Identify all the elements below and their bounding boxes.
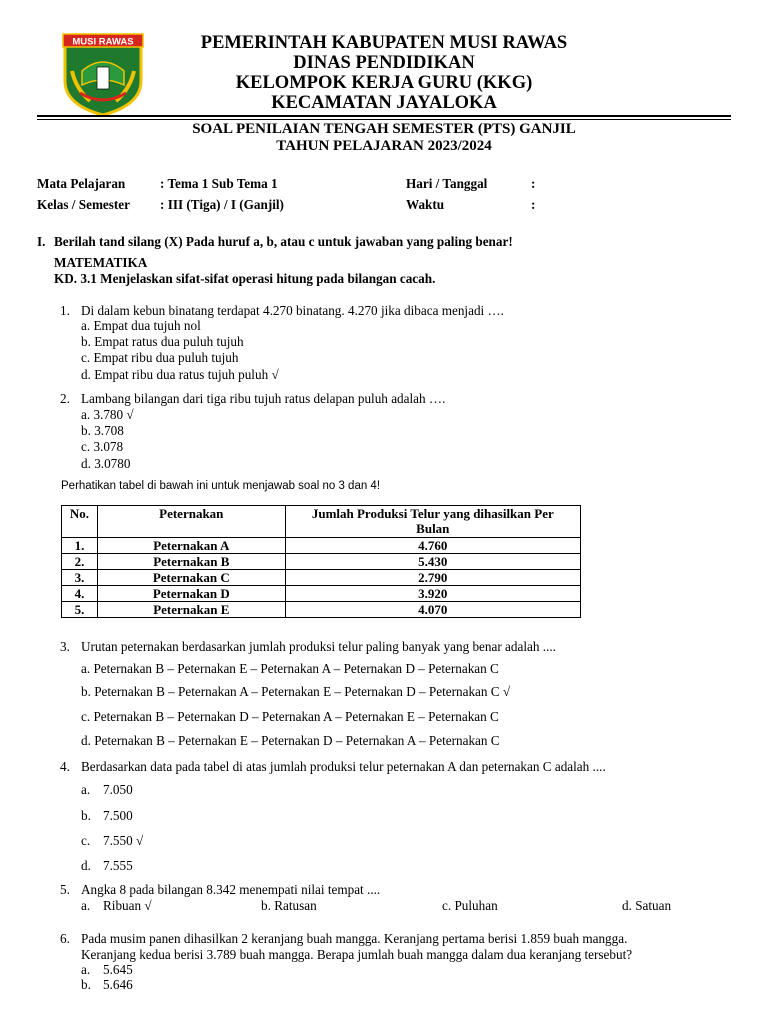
q3-number: 3.	[60, 639, 70, 654]
q6-text-line1: Pada musim panen dihasilkan 2 keranjang buah mangga. Keranjang pertama berisi 1.859 buah mangga.	[81, 931, 628, 946]
table-header-farm: Peternakan	[97, 506, 285, 538]
table-cell-production: 4.070	[285, 602, 580, 618]
q1-option-d: d. Empat ribu dua ratus tujuh puluh √	[81, 367, 279, 382]
table-cell-farm: Peternakan E	[97, 602, 285, 618]
header-district: KECAMATAN JAYALOKA	[271, 93, 497, 113]
table-cell-farm: Peternakan D	[97, 586, 285, 602]
q1-number: 1.	[60, 303, 70, 318]
table-cell-no: 1.	[62, 538, 98, 554]
q2-option-a: a. 3.780 √	[81, 407, 134, 422]
table-cell-production: 3.920	[285, 586, 580, 602]
day-label: Hari / Tanggal	[406, 176, 488, 191]
q6-option-a: 5.645	[103, 962, 133, 977]
header-divider-thick	[37, 115, 731, 117]
section-number: I.	[37, 234, 46, 249]
q4-option-d-letter: d.	[81, 858, 91, 873]
q2-text: Lambang bilangan dari tiga ribu tujuh ratus delapan puluh adalah ….	[81, 391, 446, 406]
header-government: PEMERINTAH KABUPATEN MUSI RAWAS	[200, 33, 568, 53]
q6-option-a-letter: a.	[81, 962, 91, 977]
q2-number: 2.	[60, 391, 70, 406]
q4-option-a: 7.050	[103, 782, 133, 797]
q3-text: Urutan peternakan berdasarkan jumlah produksi telur paling banyak yang benar adalah ....	[81, 639, 556, 654]
table-row	[62, 538, 581, 554]
q2-option-c: c. 3.078	[81, 439, 124, 454]
q4-option-b: 7.500	[103, 808, 133, 823]
q6-option-b: 5.646	[103, 977, 133, 992]
q6-number: 6.	[60, 931, 70, 946]
q5-option-a-letter: a.	[81, 898, 91, 913]
table-cell-no: 5.	[62, 602, 98, 618]
q1-option-b: b. Empat ratus dua puluh tujuh	[81, 334, 244, 349]
q4-option-c-letter: c.	[81, 833, 91, 848]
q5-text: Angka 8 pada bilangan 8.342 menempati nilai tempat ....	[81, 882, 381, 897]
section-instruction: Berilah tand silang (X) Pada huruf a, b, atau c untuk jawaban yang paling benar!	[54, 234, 513, 249]
table-row	[62, 554, 581, 570]
table-cell-production: 2.790	[285, 570, 580, 586]
q4-option-d: 7.555	[103, 858, 133, 873]
q5-option-c: c. Puluhan	[442, 898, 498, 913]
table-row	[62, 570, 581, 586]
logo-banner-text: MUSI RAWAS	[72, 36, 134, 48]
exam-year: TAHUN PELAJARAN 2023/2024	[276, 138, 492, 154]
table-header-production: Jumlah Produksi Telur yang dihasilkan Per Bulan	[285, 506, 580, 538]
table-cell-production: 4.760	[285, 538, 580, 554]
table-cell-production: 5.430	[285, 554, 580, 570]
header-group: KELOMPOK KERJA GURU (KKG)	[235, 73, 533, 93]
q5-option-d: d. Satuan	[622, 898, 672, 913]
q4-number: 4.	[60, 759, 70, 774]
q3-option-a: a. Peternakan B – Peternakan E – Peternakan A – Peternakan D – Peternakan C	[81, 661, 499, 676]
table-cell-no: 3.	[62, 570, 98, 586]
q3-option-d: d. Peternakan B – Peternakan E – Peternakan D – Peternakan A – Peternakan C	[81, 733, 500, 748]
subject-label: Mata Pelajaran	[37, 176, 126, 191]
q1-text: Di dalam kebun binatang terdapat 4.270 binatang. 4.270 jika dibaca menjadi ….	[81, 303, 504, 318]
day-value: :	[531, 176, 536, 191]
q4-option-c: 7.550 √	[103, 833, 144, 848]
q2-option-b: b. 3.708	[81, 423, 124, 438]
table-row	[62, 602, 581, 618]
table-header-no: No.	[62, 506, 98, 538]
q3-option-c: c. Peternakan B – Peternakan D – Peternakan A – Peternakan E – Peternakan C	[81, 709, 499, 724]
table-row	[62, 586, 581, 602]
table-note: Perhatikan tabel di bawah ini untuk menjawab soal no 3 dan 4!	[61, 480, 381, 492]
egg-production-table	[61, 505, 581, 618]
section-kd: KD. 3.1 Menjelaskan sifat-sifat operasi hitung pada bilangan cacah.	[54, 271, 436, 286]
header-department: DINAS PENDIDIKAN	[293, 53, 475, 73]
table-cell-farm: Peternakan C	[97, 570, 285, 586]
section-subject: MATEMATIKA	[54, 255, 148, 270]
q5-number: 5.	[60, 882, 70, 897]
q5-option-a: Ribuan √	[103, 898, 152, 913]
exam-title: SOAL PENILAIAN TENGAH SEMESTER (PTS) GANJIL	[192, 121, 576, 137]
table-cell-no: 2.	[62, 554, 98, 570]
header-divider-thin	[37, 119, 731, 120]
time-value: :	[531, 197, 536, 212]
q5-option-b: b. Ratusan	[261, 898, 317, 913]
table-header-row	[62, 506, 581, 538]
table-cell-farm: Peternakan B	[97, 554, 285, 570]
q4-option-b-letter: b.	[81, 808, 91, 823]
table-cell-farm: Peternakan A	[97, 538, 285, 554]
table-cell-no: 4.	[62, 586, 98, 602]
q3-option-b: b. Peternakan B – Peternakan A – Peternakan E – Peternakan D – Peternakan C √	[81, 684, 511, 699]
q2-option-d: d. 3.0780	[81, 456, 131, 471]
q1-option-c: c. Empat ribu dua puluh tujuh	[81, 350, 239, 365]
q1-option-a: a. Empat dua tujuh nol	[81, 318, 201, 333]
q4-text: Berdasarkan data pada tabel di atas jumlah produksi telur peternakan A dan peternakan C adalah ....	[81, 759, 606, 774]
time-label: Waktu	[406, 197, 445, 212]
class-label: Kelas / Semester	[37, 197, 131, 212]
q4-option-a-letter: a.	[81, 782, 91, 797]
class-value: : III (Tiga) / I (Ganjil)	[160, 197, 284, 212]
q6-text-line2: Keranjang kedua berisi 3.789 buah mangga. Berapa jumlah buah mangga dalam dua keranjang tersebut?	[81, 947, 633, 962]
subject-value: : Tema 1 Sub Tema 1	[160, 176, 278, 191]
q6-option-b-letter: b.	[81, 977, 91, 992]
